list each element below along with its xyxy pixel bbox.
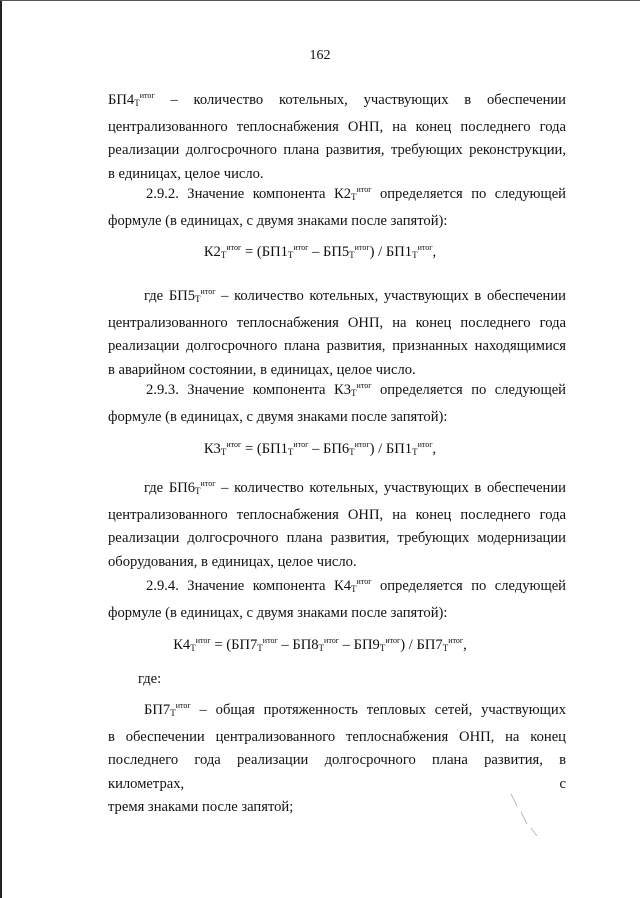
where-text: где: (138, 671, 162, 687)
formula-k4: $К4_Т^{итог} = (БП7_Т^{итог} - БП8_Т^{итог} - БП9_Т^{итог}) / БП7_Т^{итог}$, (173, 636, 467, 653)
paragraph-line: реализации долгосрочного плана развития, признанных находящимися (108, 338, 566, 354)
paragraph-line: в обеспечении централизованного теплоснабжения ОНП, на конец (108, 728, 566, 745)
formula-k3: $К3_Т^{итог} = (БП1_Т^{итог} - БП6_Т^{итог}) / БП1_Т^{итог}$, (203, 440, 437, 457)
paragraph-bp6 (108, 472, 566, 574)
page-number: 162 (309, 48, 331, 63)
section-2-9-3 (108, 374, 566, 429)
section-heading-line: 2.9.4. Значение компонента $К4_Т^{итог}$ определяется по следующей (146, 577, 566, 594)
paragraph-line: централизованного теплоснабжения ОНП, на конец последнего года (108, 118, 566, 135)
paragraph-line: $БП7_Т^{итог}$ – общая протяженность тепловых сетей, участвующих (144, 701, 566, 718)
formula-k2: $К2_Т^{итог} = (БП1_Т^{итог} - БП5_Т^{итог}) / БП1_Т^{итог}$, (203, 243, 437, 260)
paragraph-line: $БП4_Т^{итог}$ – количество котельных, участвующих в обеспечении (108, 91, 566, 108)
paragraph-bp5 (108, 280, 566, 382)
paragraph-bp4 (108, 84, 566, 186)
scan-top-border (0, 0, 640, 1)
paragraph-line: последнего года реализации долгосрочного плана развития, в километрах, с (108, 752, 566, 792)
paragraph-line: оборудования, в единицах, целое число. (108, 553, 357, 570)
paragraph-line: в аварийном состоянии, в единицах, целое число. (108, 361, 416, 378)
paragraph-line: тремя знаками после запятой; (108, 799, 294, 815)
paragraph-line: реализации долгосрочного плана развития, требующих реконструкции, (108, 142, 566, 158)
section-2-9-4 (108, 570, 566, 625)
paragraph-bp7 (108, 694, 566, 820)
section-heading-line: 2.9.3. Значение компонента $К3_Т^{итог}$ определяется по следующей (146, 381, 566, 398)
paragraph-line: где $БП6_Т^{итог}$ – количество котельных, участвующих в обеспечении (144, 479, 566, 496)
paragraph-line: формуле (в единицах, с двумя знаками после запятой): (108, 604, 448, 621)
paragraph-line: формуле (в единицах, с двумя знаками после запятой): (108, 212, 448, 229)
paragraph-line: реализации долгосрочного плана развития, требующих модернизации (108, 530, 566, 546)
paragraph-line: в единицах, целое число. (108, 165, 264, 182)
section-2-9-2 (108, 178, 566, 233)
section-heading-line: 2.9.2. Значение компонента $К2_Т^{итог}$ определяется по следующей (146, 185, 566, 202)
paragraph-line: централизованного теплоснабжения ОНП, на конец последнего года (108, 506, 566, 523)
variable-bp4: $БП4_Т^{итог}$ (108, 91, 155, 108)
scan-speck-mark (505, 790, 545, 840)
paragraph-line: централизованного теплоснабжения ОНП, на конец последнего года (108, 314, 566, 331)
paragraph-line: формуле (в единицах, с двумя знаками после запятой): (108, 408, 448, 425)
paragraph-line: где $БП5_Т^{итог}$ – количество котельных, участвующих в обеспечении (144, 287, 566, 304)
where-label (138, 668, 238, 692)
